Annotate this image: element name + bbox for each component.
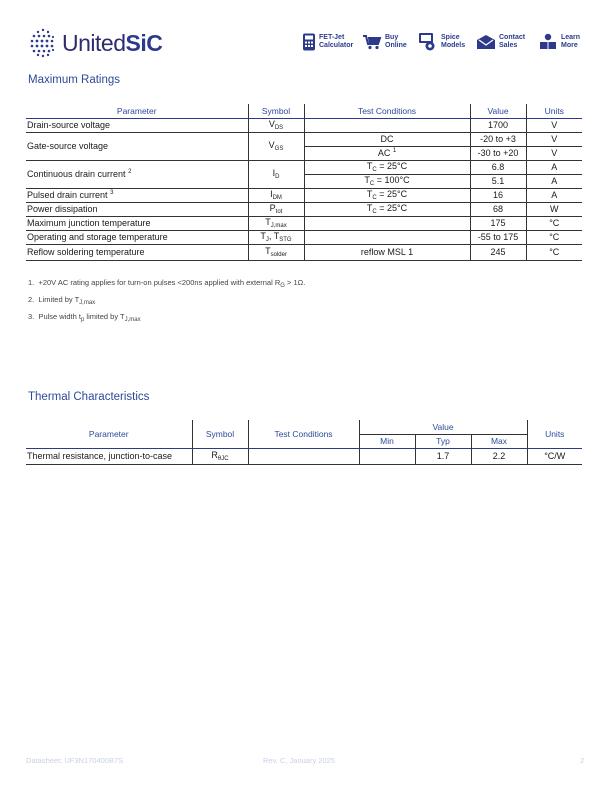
table-row <box>26 244 582 260</box>
value-cell: 245 <box>470 244 526 260</box>
nav-label: FET-Jet Calculator <box>319 34 354 49</box>
unit-cell: V <box>551 120 558 130</box>
footnote: 1. +20V AC rating applies for turn-on pulses <200ns applied with external $R_G > 1\Omega$. <box>28 278 306 289</box>
header-nav <box>302 32 585 52</box>
unit-cell: °C/W <box>544 451 566 461</box>
value-cell: 175 <box>470 216 526 230</box>
unit-cell: W <box>550 204 559 214</box>
condition-cell: reflow MSL 1 <box>304 244 470 260</box>
param-cell: Thermal resistance, junction-to-case <box>26 448 192 464</box>
table-row <box>26 230 582 244</box>
condition-cell <box>248 448 359 464</box>
col-header: Units <box>527 420 582 448</box>
thermal-title: Thermal Characteristics <box>28 391 150 403</box>
condition-cell: $T_C = 100^\circ C$ <box>304 174 470 188</box>
footnotes <box>28 276 305 327</box>
cart-icon <box>362 34 382 50</box>
nav-spice-models[interactable] <box>418 32 469 52</box>
table-row <box>26 160 582 174</box>
company-logo[interactable] <box>28 27 162 59</box>
logo-sphere-icon <box>28 27 58 59</box>
condition-cell <box>304 118 470 132</box>
nav-label: Spice Models <box>441 34 466 49</box>
col-header: Test Conditions <box>248 420 359 448</box>
mail-icon <box>476 34 496 50</box>
nav-learn-more[interactable] <box>538 32 585 52</box>
value-cell: 5.1 <box>470 174 526 188</box>
col-header: Symbol <box>248 104 304 118</box>
value-cell: 68 <box>470 202 526 216</box>
symbol-cell: $P_{tot}$ <box>248 202 304 216</box>
col-subheader: Min <box>359 434 415 448</box>
value-cell: -30 to +20 <box>470 146 526 160</box>
footer-page-number: 2 <box>580 756 585 765</box>
unit-cell: V <box>551 134 558 144</box>
unit-cell: A <box>551 176 558 186</box>
condition-cell <box>304 216 470 230</box>
condition-cell: $T_C = 25^\circ C$ <box>304 160 470 174</box>
max-ratings-table <box>26 104 582 261</box>
footnote: 2. Limited by $T_{J,max}$ <box>28 295 96 306</box>
condition-cell: AC $^1$ <box>304 146 470 160</box>
value-cell: -20 to +3 <box>470 132 526 146</box>
symbol-cell: $I_{DM}$ <box>248 188 304 202</box>
param-cell: Power dissipation <box>26 202 248 216</box>
col-header: Parameter <box>26 420 192 448</box>
table-row <box>26 216 582 230</box>
param-cell: Maximum junction temperature <box>26 216 248 230</box>
value-cell: 16 <box>470 188 526 202</box>
param-cell: Gate-source voltage <box>26 132 248 160</box>
table-row <box>26 202 582 216</box>
symbol-cell: $I_D$ <box>248 160 304 188</box>
symbol-cell: $V_{DS}$ <box>248 118 304 132</box>
table-row <box>26 132 582 146</box>
nav-fet-jet-calculator[interactable] <box>302 32 355 52</box>
value-cell: 1700 <box>470 118 526 132</box>
value-cell: 6.8 <box>470 160 526 174</box>
spice-models-icon <box>418 32 438 52</box>
nav-contact-sales[interactable] <box>476 32 531 52</box>
param-cell: Continuous drain current $^2$ <box>26 160 248 188</box>
unit-cell: V <box>551 148 558 158</box>
col-subheader: Max <box>471 434 527 448</box>
param-cell: Drain-source voltage <box>26 118 248 132</box>
learn-icon <box>538 33 558 51</box>
table-row <box>26 448 582 464</box>
symbol-cell: $R_{\theta JC}$ <box>192 448 248 464</box>
nav-label: Buy Online <box>385 34 407 49</box>
condition-cell: $T_C = 25^\circ C$ <box>304 202 470 216</box>
col-header: Parameter <box>26 104 248 118</box>
param-cell: Pulsed drain current $^3$ <box>26 188 248 202</box>
value-cell: -55 to 175 <box>470 230 526 244</box>
condition-cell: DC <box>304 132 470 146</box>
unit-cell: °C <box>549 247 560 257</box>
footnote: 3. Pulse width $t_p$ limited by $T_{J,max}$ <box>28 312 141 323</box>
unit-cell: A <box>551 162 558 172</box>
col-subheader: Typ <box>415 434 471 448</box>
symbol-cell: $T_J$, $T_{STG}$ <box>248 230 304 244</box>
symbol-cell: $T_{J,max}$ <box>248 216 304 230</box>
condition-cell <box>304 230 470 244</box>
col-header: Units <box>544 105 564 116</box>
nav-label: Learn More <box>561 34 581 49</box>
typ-cell: 1.7 <box>415 448 471 464</box>
table-row <box>26 188 582 202</box>
col-header: Value <box>470 104 526 118</box>
thermal-table <box>26 420 582 465</box>
footer-datasheet: Datasheet: UF3N170400B7S <box>26 756 124 765</box>
unit-cell: °C <box>549 218 560 228</box>
max-ratings-title: Maximum Ratings <box>28 74 121 86</box>
min-cell <box>359 448 415 464</box>
table-row <box>26 118 582 132</box>
param-cell: Operating and storage temperature <box>26 230 248 244</box>
nav-label: Contact Sales <box>499 34 526 49</box>
nav-buy-online[interactable] <box>362 32 411 52</box>
condition-cell: $T_C = 25^\circ C$ <box>304 188 470 202</box>
symbol-cell: $T_{solder}$ <box>248 244 304 260</box>
unit-cell: A <box>551 190 558 200</box>
logo-wordmark: UnitedSiC <box>62 29 163 56</box>
col-header: Symbol <box>192 420 248 448</box>
col-header: Value <box>359 420 527 434</box>
symbol-cell: $V_{GS}$ <box>248 132 304 160</box>
col-header: Test Conditions <box>304 104 470 118</box>
footer-revision: Rev. C, January 2025 <box>263 756 335 765</box>
unit-cell: °C <box>549 232 560 242</box>
max-cell: 2.2 <box>471 448 527 464</box>
calculator-icon <box>302 33 316 51</box>
param-cell: Reflow soldering temperature <box>26 244 248 260</box>
